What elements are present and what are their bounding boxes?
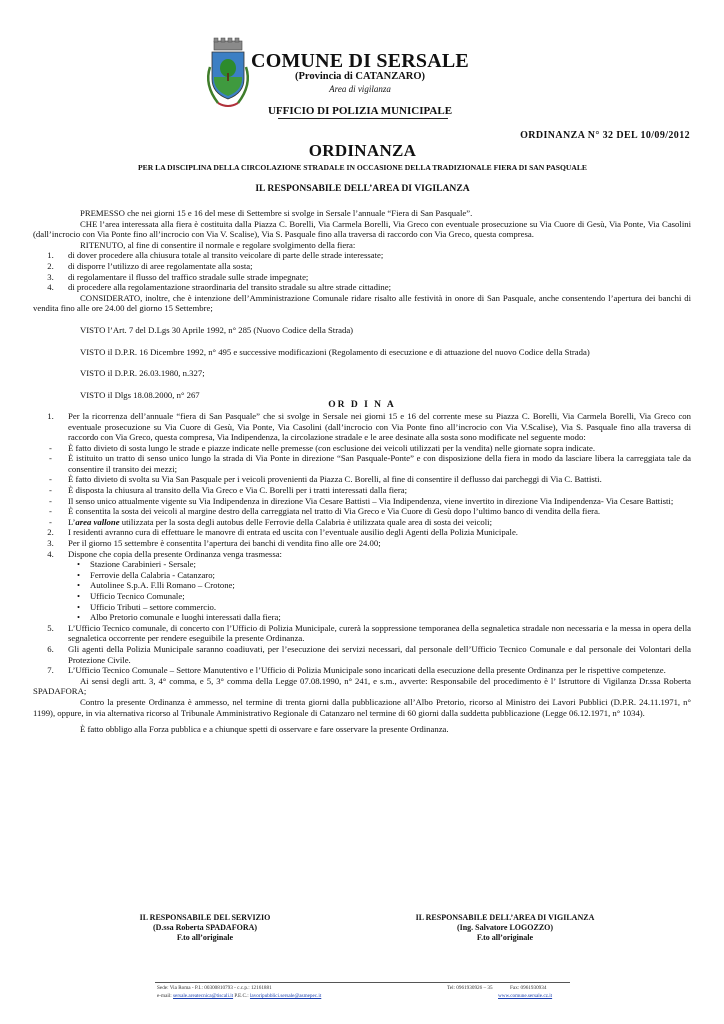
footer-contacts: e-mail: sersale.areatecnica@tiscali.it P.E.C.: lavoripubblici.sersale@asmepec.it [157, 993, 322, 999]
list-item: 2. di disporre l’utilizzo di aree regolamentate alla sosta; [47, 260, 253, 271]
list-item: 7. L’Ufficio Tecnico Comunale – Settore Manutentivo e l’Ufficio di Polizia Municipale sono incaricati della esecuzione della presente Ordinanza per le rispettive competenze. [47, 665, 666, 676]
list-item: 4. Dispone che copia della presente Ordinanza venga trasmessa: [47, 548, 282, 559]
responsible-heading: IL RESPONSABILE DELL’AREA DI VIGILANZA [255, 183, 470, 194]
footer-divider [155, 982, 570, 983]
list-item: • Ferrovie della Calabria - Catanzaro; [77, 569, 215, 580]
che-paragraph: CHE l’area interessata alla fiera è costituita dalla Piazza C. Borelli, Via Carmela Borelli, Via Greco con eventuale prosecuzione su Via Cuore di Gesù, Via Ponte, Via Casolini (dall’incrocio con Via Ponte fino all’incrocio con Via V. Scalise), Via S. Pasquale fino alla traversa di raccordo con Via Greco, questa compresa. [33, 218, 691, 240]
list-item: - Il senso unico attualmente vigente su Via Indipendenza in direzione Via Cesare Battisti – Via Indipendenza, viene invertito in direzione Via Indipendenza- Via Cesare Battisti; [49, 495, 674, 506]
footer-address: Sede: Via Roma - P.I.: 00300810793 - c.c.p.: 12161881 [157, 985, 272, 991]
document-subtitle: PER LA DISCIPLINA DELLA CIRCOLAZIONE STRADALE IN OCCASIONE DELLA TRADIZIONALE FIERA DI SAN PASQUALE [138, 163, 587, 172]
signature-name: (D.ssa Roberta SPADAFORA) [152, 923, 258, 932]
visto-paragraph: VISTO il D.P.R. 26.03.1980, n.327; [80, 368, 205, 379]
footer-pec-link[interactable]: lavoripubblici.sersale@asmepec.it [249, 993, 322, 999]
ritenuto-paragraph: RITENUTO, al fine di consentire il normale e regolare svolgimento della fiera: [80, 239, 356, 250]
list-item: • Stazione Carabinieri - Sersale; [77, 559, 196, 570]
list-item: - È fatto divieto di sosta lungo le strade e piazze indicate nelle premesse (con esclusione dei veicoli utilizzati per la vendita) nelle giornate sopra indicate. [49, 442, 596, 453]
list-item: 5. L’Ufficio Tecnico comunale, di concerto con l’Ufficio di Polizia Municipale, curerà la soppressione temporanea della segnaletica stradale non necessaria e la messa in opera della segnaletica occorrente per rendere eseguibile la presente Ordinanza. [47, 622, 691, 644]
list-item: - È disposta la chiusura al transito della Via Greco e Via C. Borelli per i tratti interessati dalla fiera; [49, 485, 408, 496]
ritenuto-list [33, 250, 691, 292]
signature-title: IL RESPONSABILE DEL SERVIZIO [139, 913, 271, 922]
list-item: 3. di regolamentare il flusso del traffico stradale sulle strade impegnate; [47, 271, 309, 282]
list-item: 3. Per il giorno 15 settembre è consentita l’apertura dei banchi di vendita fino alle ore 24.00; [47, 538, 381, 549]
visto-paragraph: VISTO il Dlgs 18.08.2000, n° 267 [80, 389, 200, 400]
list-item: • Ufficio Tecnico Comunale; [77, 591, 185, 601]
list-item: - L’area vallone utilizzata per la sosta degli autobus delle Ferrovie della Calabria è utilizzata quale area di sosta dei veicoli; [49, 516, 493, 527]
signature-left [75, 913, 335, 943]
municipal-crest-icon [200, 37, 256, 115]
ordina-heading: OR D I N A [328, 400, 396, 411]
signature-note: F.to all’originale [476, 933, 534, 942]
list-item: • Albo Pretorio comunale e luoghi interessati dalla fiera; [77, 612, 281, 623]
list-item: • Ufficio Tributi – settore commercio. [77, 601, 217, 612]
considerato-paragraph: CONSIDERATO, inoltre, che è intenzione dell’Amministrazione Comunale ridare risalto alle festività in onore di San Pasquale, anche consentendo l’apertura dei banchi di vendita fino alle ore 24.00 del giorno 15 Settembre; [33, 292, 691, 314]
footer-email-link[interactable]: sersale.areatecnica@tiscali.it [173, 993, 234, 999]
list-item: 2. I residenti avranno cura di effettuare le manovre di entrata ed uscita con l’eventuale ausilio degli Agenti della Polizia Municipale. [47, 527, 518, 538]
municipality-name: COMUNE DI SERSALE [251, 50, 469, 72]
signature-name: (Ing. Salvatore LOGOZZO) [456, 923, 554, 932]
list-item: • Autolinee S.p.A. F.lli Romano – Crotone; [77, 580, 235, 591]
header-divider [278, 118, 448, 119]
list-item: 6. Gli agenti della Polizia Municipale saranno coadiuvati, per l’esecuzione dei servizi necessari, dal personale dell’Ufficio Tecnico Comunale e dal personale dei Volontari della Protezione Civile. [47, 643, 691, 665]
list-item: 1. Per la ricorrenza dell’annuale “fiera di San Pasquale” che si svolge in Sersale nei giorni 15 e 16 del corrente mese su Piazza C. Borelli, Via Carmela Borelli, Via Greco con eventuale prosecuzione su Via Cuore di Gesù, Via Ponte, Via Casolini (dall’incrocio con Via Ponte fino all’incrocio con Via V.Scalise), Via S. Pasquale fino alla traversa di raccordo con Via Greco, questa compresa, Via Indipendenza, la circolazione stradale e le aree desinate alla sosta sono modificate nel seguente modo: [47, 410, 691, 443]
list-item: - È istituito un tratto di senso unico lungo la strada di Via Ponte in direzione “San Pasquale-Ponte” e con disposizione della fiera in modo da lasciare libera la carreggiata tale da consentire il transito dei mezzi; [49, 453, 691, 474]
footer-website-link[interactable]: www.comune.sersale.cz.it [498, 993, 553, 999]
list-item: - È consentita la sosta dei veicoli al margine destro della carreggiata nel tratto di Via Greco e Via Cuore di Gesù dopo l’ultimo banco di vendita della fiera. [49, 506, 601, 517]
document-title: ORDINANZA [308, 141, 417, 160]
premesso-paragraph: PREMESSO che nei giorni 15 e 16 del mese di Settembre si svolge in Sersale l’annuale “Fiera di San Pasquale”. [80, 208, 473, 218]
visto-paragraph: VISTO il D.P.R. 16 Dicembre 1992, n° 495 e successive modificazioni (Regolamento di esecuzione e di attuazione del nuovo Codice della Strada) [80, 346, 590, 357]
visto-paragraph: VISTO l’Art. 7 del D.Lgs 30 Aprile 1992, n° 285 (Nuovo Codice della Strada) [80, 324, 354, 335]
footer-web [498, 992, 552, 1000]
contro-paragraph: Contro la presente Ordinanza è ammesso, nel termine di trenta giorni dalla pubblicazione all’Albo Pretorio, ricorso al Ministro dei Lavori Pubblici (D.P.R. 24.11.1971, n° 1199), oppure, in via alternativa ricorso al Tribunale Amministrativo Regionale di Catanzaro nel termine di 60 giorni dalla suddetta pubblicazione (Legge 06.12.1971, n° 1034). [33, 696, 691, 718]
recipients-list [33, 559, 691, 623]
ordinance-number: ORDINANZA N° 32 DEL 10/09/2012 [520, 130, 690, 141]
footer-fax: Fax: 0961930934 [510, 985, 547, 991]
area-name: Area di vigilanza [329, 84, 391, 94]
footer-phone: Tel: 0961930926 – 35 [447, 985, 493, 991]
ordina-list-continued [33, 623, 691, 676]
list-item: - È fatto divieto di svolta su Via San Pasquale per i veicoli provenienti da Piazza C. Borelli, al fine di consentire il deflusso dai parcheggi di Via C. Battisti. [49, 474, 602, 485]
ordinance-body [33, 208, 691, 735]
province-name: (Provincia di CATANZARO) [294, 71, 426, 82]
obbligo-paragraph: È fatto obbligo alla Forza pubblica e a chiunque spetti di osservare e fare osservare la presente Ordinanza. [80, 724, 449, 735]
signature-right [375, 913, 635, 943]
list-item: 1. di dover procedere alla chiusura totale al transito veicolare di parte delle strade interessate; [47, 250, 384, 261]
ai-sensi-paragraph: Ai sensi degli artt. 3, 4° comma, e 5, 3° comma della Legge 07.08.1990, n° 241, e s.m., avverte: Responsabile del procedimento è l’ Istruttore di Vigilanza Dr.ssa Roberta SPADAFORA; [33, 675, 691, 697]
signature-title: IL RESPONSABILE DELL’AREA DI VIGILANZA [415, 913, 595, 922]
list-item: 4. di procedere alla regolamentazione straordinaria del transito stradale su altre strade cittadine; [47, 282, 391, 293]
office-name: UFFICIO DI POLIZIA MUNICIPALE [267, 105, 453, 117]
signature-note: F.to all’originale [176, 933, 234, 942]
ordina-list [33, 411, 691, 559]
